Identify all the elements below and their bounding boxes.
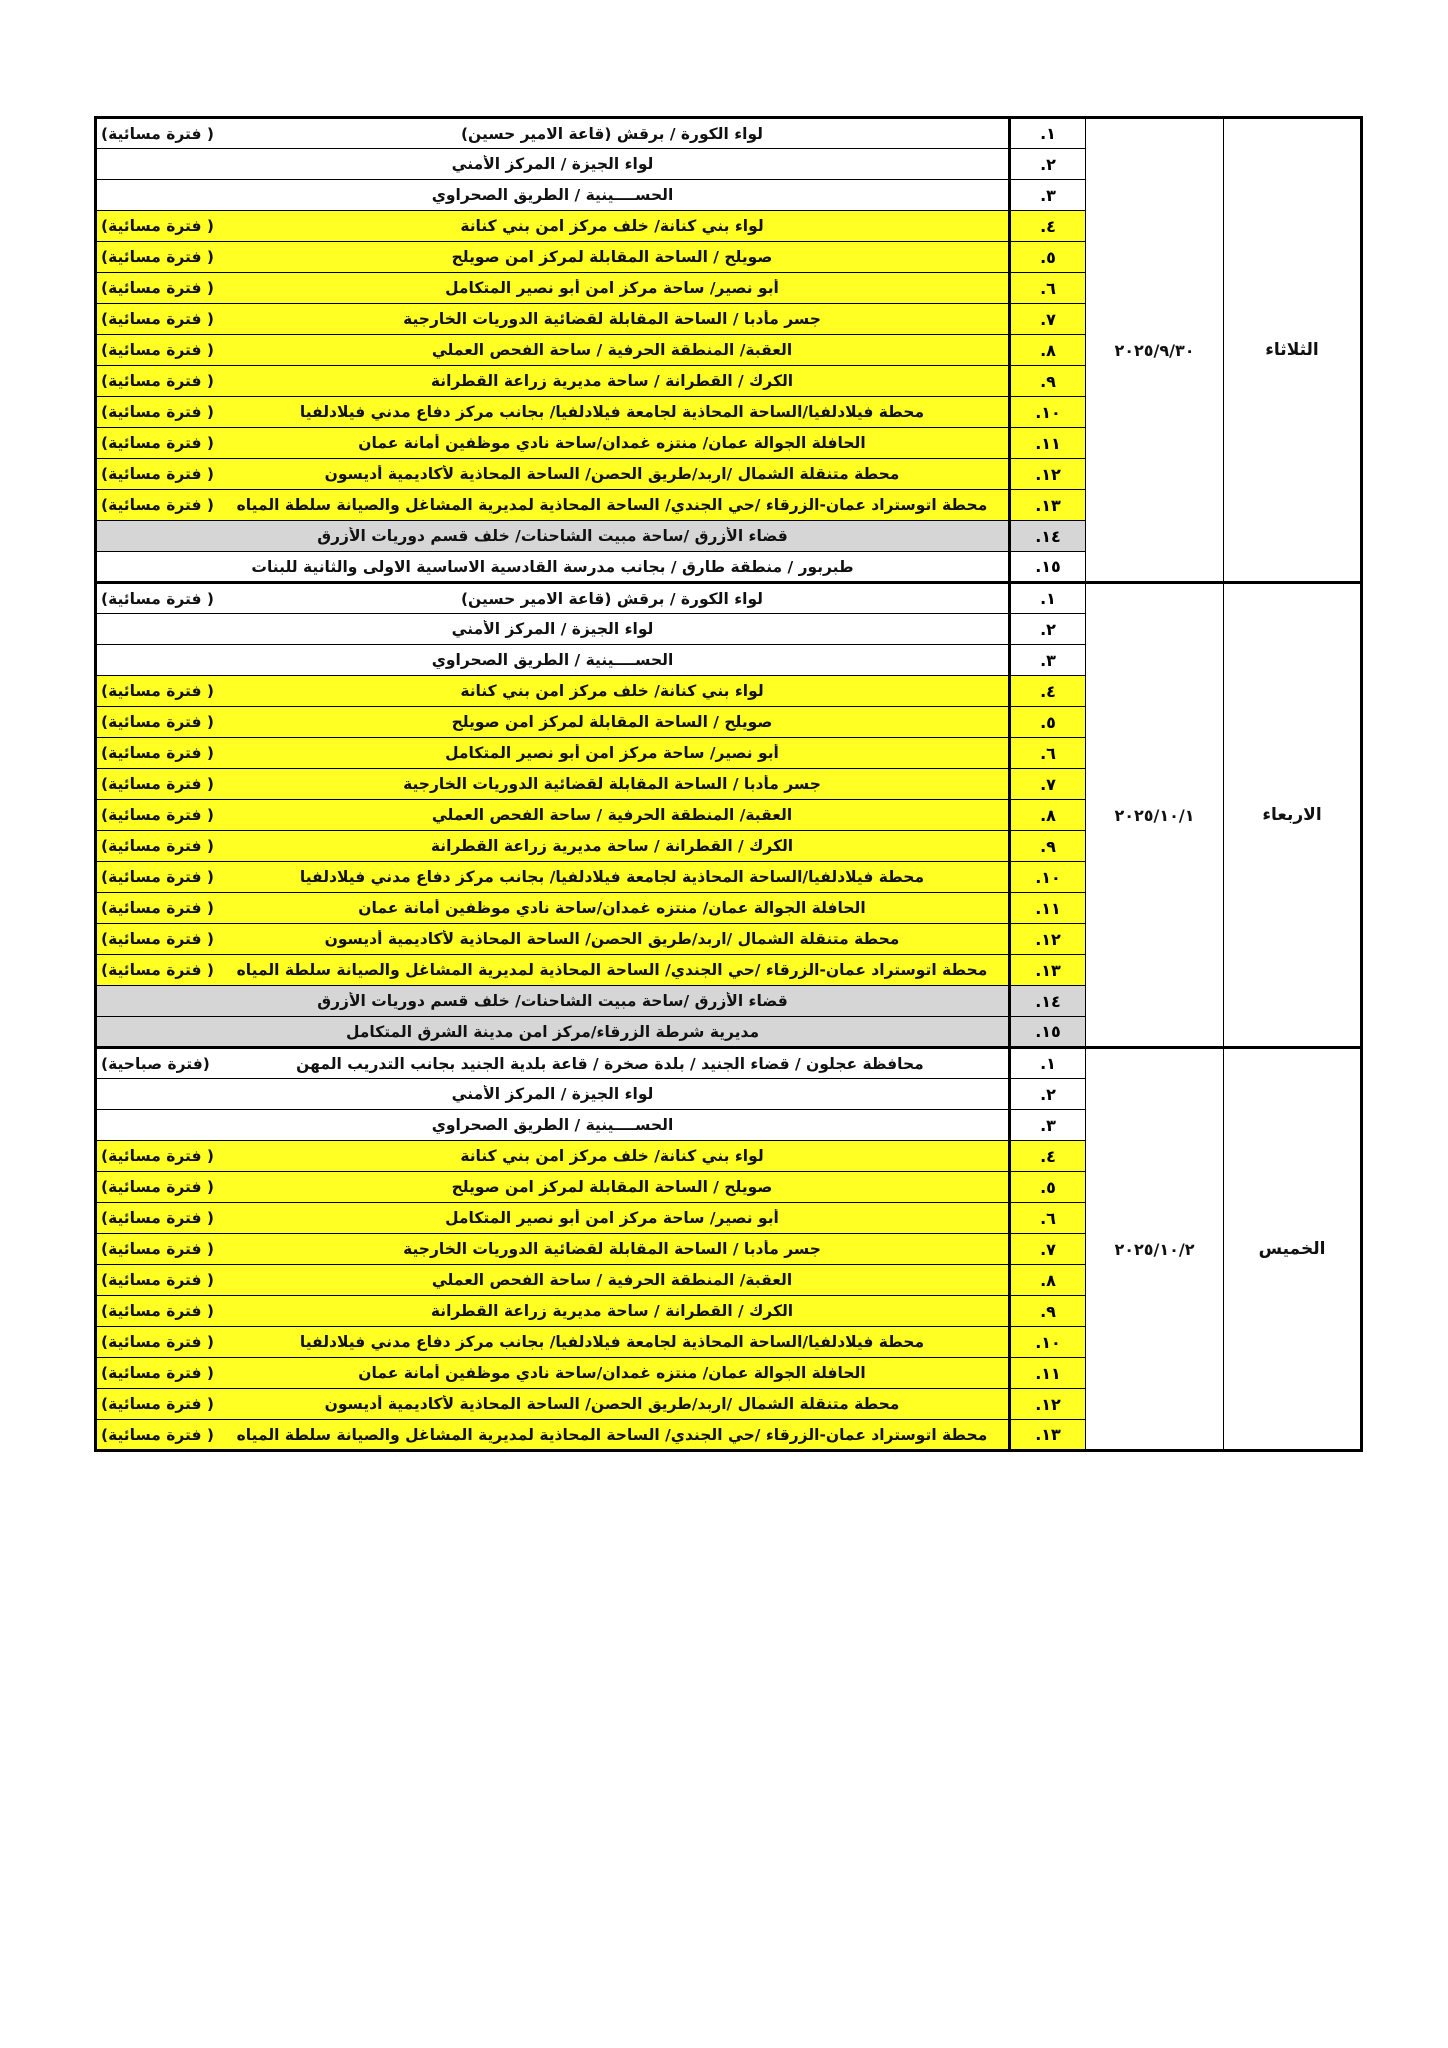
period-note: ( فترة مسائية) [101, 899, 214, 917]
date-cell: ٢٠٢٥/٩/٣٠ [1086, 118, 1224, 583]
location-text: مديرية شرطة الزرقاء/مركز امن مدينة الشرق المتكامل [345, 1022, 760, 1041]
row-number: ١. [1010, 118, 1086, 149]
location-cell [96, 1017, 1010, 1048]
location-text: لواء بني كنانة/ خلف مركز امن بني كنانة [460, 682, 764, 700]
row-number: ١٣. [1010, 955, 1086, 986]
period-note: ( فترة مسائية) [101, 465, 214, 483]
location-content [97, 1265, 1008, 1295]
location-text: جسر مأدبا / الساحة المقابلة لقضائية الدوريات الخارجية [403, 1240, 821, 1258]
location-content [97, 552, 1008, 581]
period-note: ( فترة مسائية) [101, 806, 214, 824]
period-note: ( فترة مسائية) [101, 1209, 214, 1227]
period-note: ( فترة مسائية) [101, 496, 214, 514]
location-content [97, 273, 1008, 303]
row-number: ٧. [1010, 769, 1086, 800]
period-note: ( فترة مسائية) [101, 1271, 214, 1289]
date-cell: ٢٠٢٥/١٠/١ [1086, 583, 1224, 1048]
location-text: جسر مأدبا / الساحة المقابلة لقضائية الدوريات الخارجية [403, 310, 821, 328]
location-text: لواء الجيزة / المركز الأمني [451, 155, 654, 173]
location-cell [96, 180, 1010, 211]
location-content [97, 1389, 1008, 1419]
location-content [97, 304, 1008, 334]
location-content [97, 676, 1008, 706]
location-text: قضاء الأزرق /ساحة مبيت الشاحنات/ خلف قسم دوريات الأزرق [317, 527, 788, 545]
row-number: ١. [1010, 1048, 1086, 1079]
location-text: الحافلة الجوالة عمان/ منتزه غمدان/ساحة نادي موظفين أمانة عمان [358, 899, 866, 917]
period-note: ( فترة مسائية) [101, 248, 214, 266]
location-content [97, 1327, 1008, 1357]
period-note: ( فترة مسائية) [101, 868, 214, 886]
period-note: ( فترة مسائية) [101, 837, 214, 855]
location-cell [96, 1203, 1010, 1234]
location-cell [96, 800, 1010, 831]
location-cell [96, 118, 1010, 149]
period-note: ( فترة مسائية) [101, 217, 214, 235]
location-cell [96, 149, 1010, 180]
location-text: طبربور / منطقة طارق / بجانب مدرسة القادسية الاساسية الاولى والثانية للبنات [251, 557, 854, 576]
schedule-table [94, 116, 1363, 1452]
row-number: ٦. [1010, 1203, 1086, 1234]
location-text: محطة فيلادلفيا/الساحة المحاذية لجامعة فيلادلفيا/ بجانب مركز دفاع مدني فيلادلفيا [299, 1333, 925, 1351]
location-text: أبو نصير/ ساحة مركز امن أبو نصير المتكامل [445, 1209, 779, 1227]
location-content [97, 1017, 1008, 1046]
location-text: الكرك / القطرانة / ساحة مديرية زراعة القطرانة [430, 1302, 794, 1320]
row-number: ١١. [1010, 428, 1086, 459]
location-content [97, 521, 1008, 551]
location-cell [96, 986, 1010, 1017]
period-note: ( فترة مسائية) [101, 279, 214, 297]
row-number: ٢. [1010, 1079, 1086, 1110]
location-content [97, 490, 1008, 520]
location-text: العقبة/ المنطقة الحرفية / ساحة الفحص العملي [431, 806, 793, 824]
location-cell [96, 428, 1010, 459]
schedule-row [96, 583, 1362, 614]
location-text: محطة متنقلة الشمال /اربد/طريق الحصن/ الساحة المحاذية لأكاديمية أديسون [324, 1395, 900, 1413]
row-number: ٢. [1010, 149, 1086, 180]
date-cell: ٢٠٢٥/١٠/٢ [1086, 1048, 1224, 1451]
schedule-body [96, 118, 1362, 1451]
period-note: ( فترة مسائية) [101, 1364, 214, 1382]
location-content [97, 397, 1008, 427]
row-number: ١٤. [1010, 986, 1086, 1017]
period-note: ( فترة مسائية) [101, 1240, 214, 1258]
location-cell [96, 211, 1010, 242]
period-note: ( فترة مسائية) [101, 1147, 214, 1165]
location-content [97, 986, 1008, 1016]
location-text: أبو نصير/ ساحة مركز امن أبو نصير المتكامل [445, 279, 779, 297]
row-number: ٦. [1010, 738, 1086, 769]
period-note: ( فترة مسائية) [101, 930, 214, 948]
period-note: ( فترة مسائية) [101, 310, 214, 328]
location-cell [96, 831, 1010, 862]
location-text: محطة متنقلة الشمال /اربد/طريق الحصن/ الساحة المحاذية لأكاديمية أديسون [324, 465, 900, 483]
period-note: ( فترة مسائية) [101, 1333, 214, 1351]
location-content [97, 1110, 1008, 1140]
location-text: قضاء الأزرق /ساحة مبيت الشاحنات/ خلف قسم دوريات الأزرق [317, 992, 788, 1010]
period-note: ( فترة مسائية) [101, 744, 214, 762]
location-content [97, 119, 1008, 148]
location-cell [96, 1265, 1010, 1296]
location-cell [96, 1389, 1010, 1420]
row-number: ٩. [1010, 1296, 1086, 1327]
location-content [97, 645, 1008, 675]
location-text: لواء الجيزة / المركز الأمني [451, 620, 654, 638]
location-cell [96, 366, 1010, 397]
schedule-row [96, 1048, 1362, 1079]
location-cell [96, 1234, 1010, 1265]
day-cell: الخميس [1224, 1048, 1362, 1451]
row-number: ١٠. [1010, 1327, 1086, 1358]
location-text: لواء الكورة / برقش (قاعة الامير حسين) [460, 124, 763, 143]
row-number: ١٠. [1010, 397, 1086, 428]
period-note: ( فترة مسائية) [101, 1425, 214, 1444]
location-text: صويلح / الساحة المقابلة لمركز امن صويلح [451, 713, 773, 731]
row-number: ١٢. [1010, 924, 1086, 955]
row-number: ٤. [1010, 211, 1086, 242]
row-number: ٦. [1010, 273, 1086, 304]
location-cell [96, 769, 1010, 800]
period-note: ( فترة مسائية) [101, 682, 214, 700]
period-note: ( فترة مسائية) [101, 1302, 214, 1320]
row-number: ٥. [1010, 707, 1086, 738]
row-number: ٩. [1010, 366, 1086, 397]
location-text: العقبة/ المنطقة الحرفية / ساحة الفحص العملي [431, 1271, 793, 1289]
location-content [97, 800, 1008, 830]
location-cell [96, 1358, 1010, 1389]
period-note: ( فترة مسائية) [101, 372, 214, 390]
location-cell [96, 1048, 1010, 1079]
location-content [97, 831, 1008, 861]
location-cell [96, 1420, 1010, 1451]
row-number: ١٢. [1010, 459, 1086, 490]
row-number: ٥. [1010, 1172, 1086, 1203]
location-text: العقبة/ المنطقة الحرفية / ساحة الفحص العملي [431, 341, 793, 359]
location-text: لواء الجيزة / المركز الأمني [451, 1085, 654, 1103]
location-content [97, 149, 1008, 179]
location-text: محطة فيلادلفيا/الساحة المحاذية لجامعة فيلادلفيا/ بجانب مركز دفاع مدني فيلادلفيا [299, 403, 925, 421]
location-content [97, 738, 1008, 768]
period-note: ( فترة مسائية) [101, 341, 214, 359]
location-cell [96, 1172, 1010, 1203]
location-cell [96, 955, 1010, 986]
row-number: ١١. [1010, 1358, 1086, 1389]
row-number: ١١. [1010, 893, 1086, 924]
location-text: محطة اتوستراد عمان-الزرقاء /حي الجندي/ الساحة المحاذية لمديرية المشاغل والصيانة سلطة المياه [236, 961, 988, 979]
location-cell [96, 1110, 1010, 1141]
period-note: ( فترة مسائية) [101, 589, 214, 608]
row-number: ١٥. [1010, 552, 1086, 583]
location-text: الحســــينية / الطريق الصحراوي [431, 1116, 674, 1134]
location-cell [96, 1079, 1010, 1110]
location-cell [96, 893, 1010, 924]
location-content [97, 614, 1008, 644]
location-cell [96, 242, 1010, 273]
location-content [97, 335, 1008, 365]
location-content [97, 1420, 1008, 1449]
row-number: ٣. [1010, 180, 1086, 211]
row-number: ٤. [1010, 676, 1086, 707]
day-cell: الاربعاء [1224, 583, 1362, 1048]
row-number: ٣. [1010, 645, 1086, 676]
row-number: ٨. [1010, 1265, 1086, 1296]
period-note: ( فترة مسائية) [101, 1178, 214, 1196]
row-number: ٨. [1010, 800, 1086, 831]
row-number: ٣. [1010, 1110, 1086, 1141]
location-text: صويلح / الساحة المقابلة لمركز امن صويلح [451, 248, 773, 266]
location-content [97, 862, 1008, 892]
location-content [97, 1203, 1008, 1233]
location-content [97, 1079, 1008, 1109]
location-content [97, 1141, 1008, 1171]
location-content [97, 242, 1008, 272]
row-number: ٧. [1010, 1234, 1086, 1265]
row-number: ٨. [1010, 335, 1086, 366]
period-note: ( فترة مسائية) [101, 713, 214, 731]
location-text: محطة اتوستراد عمان-الزرقاء /حي الجندي/ الساحة المحاذية لمديرية المشاغل والصيانة سلطة المياه [236, 496, 988, 514]
location-content [97, 924, 1008, 954]
period-note: (فترة صباحية) [101, 1054, 210, 1073]
location-cell [96, 676, 1010, 707]
row-number: ٩. [1010, 831, 1086, 862]
location-content [97, 180, 1008, 210]
location-cell [96, 1296, 1010, 1327]
location-content [97, 1234, 1008, 1264]
row-number: ٧. [1010, 304, 1086, 335]
location-cell [96, 397, 1010, 428]
location-text: محطة فيلادلفيا/الساحة المحاذية لجامعة فيلادلفيا/ بجانب مركز دفاع مدني فيلادلفيا [299, 868, 925, 886]
location-text: جسر مأدبا / الساحة المقابلة لقضائية الدوريات الخارجية [403, 775, 821, 793]
location-text: الحســــينية / الطريق الصحراوي [431, 651, 674, 669]
location-cell [96, 273, 1010, 304]
location-cell [96, 924, 1010, 955]
location-content [97, 428, 1008, 458]
location-cell [96, 1327, 1010, 1358]
location-text: الحافلة الجوالة عمان/ منتزه غمدان/ساحة نادي موظفين أمانة عمان [358, 434, 866, 452]
location-cell [96, 707, 1010, 738]
period-note: ( فترة مسائية) [101, 434, 214, 452]
location-text: لواء بني كنانة/ خلف مركز امن بني كنانة [460, 1147, 764, 1165]
location-content [97, 707, 1008, 737]
row-number: ٢. [1010, 614, 1086, 645]
location-content [97, 1049, 1008, 1078]
location-text: صويلح / الساحة المقابلة لمركز امن صويلح [451, 1178, 773, 1196]
location-text: محافظة عجلون / قضاء الجنيد / بلدة صخرة / قاعة بلدية الجنيد بجانب التدريب المهن [296, 1054, 924, 1073]
location-text: محطة اتوستراد عمان-الزرقاء /حي الجندي/ الساحة المحاذية لمديرية المشاغل والصيانة سلطة المياه [236, 1425, 988, 1444]
period-note: ( فترة مسائية) [101, 961, 214, 979]
location-content [97, 893, 1008, 923]
row-number: ٥. [1010, 242, 1086, 273]
location-content [97, 1358, 1008, 1388]
period-note: ( فترة مسائية) [101, 775, 214, 793]
row-number: ١٣. [1010, 1420, 1086, 1451]
period-note: ( فترة مسائية) [101, 124, 214, 143]
location-cell [96, 645, 1010, 676]
location-content [97, 366, 1008, 396]
location-cell [96, 335, 1010, 366]
location-cell [96, 583, 1010, 614]
location-text: لواء بني كنانة/ خلف مركز امن بني كنانة [460, 217, 764, 235]
location-cell [96, 304, 1010, 335]
period-note: ( فترة مسائية) [101, 1395, 214, 1413]
day-cell: الثلاثاء [1224, 118, 1362, 583]
location-content [97, 584, 1008, 613]
location-cell [96, 1141, 1010, 1172]
location-content [97, 1296, 1008, 1326]
location-text: الحافلة الجوالة عمان/ منتزه غمدان/ساحة نادي موظفين أمانة عمان [358, 1364, 866, 1382]
location-cell [96, 490, 1010, 521]
row-number: ١٢. [1010, 1389, 1086, 1420]
location-content [97, 211, 1008, 241]
row-number: ١٠. [1010, 862, 1086, 893]
location-cell [96, 614, 1010, 645]
schedule-row [96, 118, 1362, 149]
location-text: الكرك / القطرانة / ساحة مديرية زراعة القطرانة [430, 372, 794, 390]
location-content [97, 459, 1008, 489]
row-number: ١. [1010, 583, 1086, 614]
row-number: ١٥. [1010, 1017, 1086, 1048]
row-number: ٤. [1010, 1141, 1086, 1172]
location-content [97, 955, 1008, 985]
location-text: الحســــينية / الطريق الصحراوي [431, 186, 674, 204]
period-note: ( فترة مسائية) [101, 403, 214, 421]
location-content [97, 1172, 1008, 1202]
location-text: محطة متنقلة الشمال /اربد/طريق الحصن/ الساحة المحاذية لأكاديمية أديسون [324, 930, 900, 948]
row-number: ١٤. [1010, 521, 1086, 552]
location-cell [96, 862, 1010, 893]
row-number: ١٣. [1010, 490, 1086, 521]
location-cell [96, 521, 1010, 552]
location-text: أبو نصير/ ساحة مركز امن أبو نصير المتكامل [445, 744, 779, 762]
location-cell [96, 552, 1010, 583]
location-cell [96, 738, 1010, 769]
location-cell [96, 459, 1010, 490]
location-text: لواء الكورة / برقش (قاعة الامير حسين) [460, 589, 763, 608]
location-content [97, 769, 1008, 799]
location-text: الكرك / القطرانة / ساحة مديرية زراعة القطرانة [430, 837, 794, 855]
